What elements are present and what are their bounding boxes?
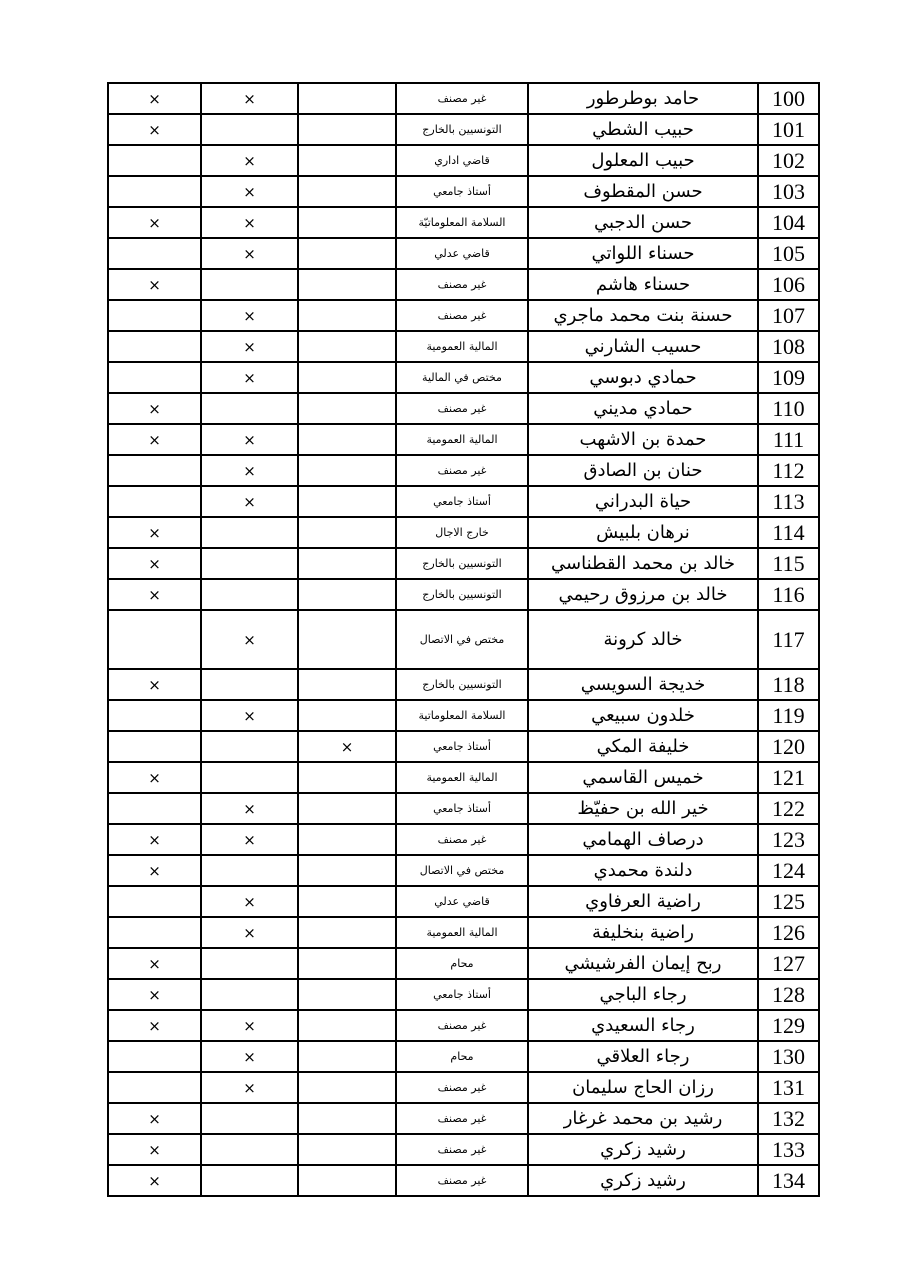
mark-cell: × [108, 207, 201, 238]
mark-cell: × [201, 886, 298, 917]
table-row [108, 1041, 819, 1072]
name-cell: حسيب الشارني [528, 331, 758, 362]
mark-cell: × [201, 917, 298, 948]
mark-cell: × [201, 1010, 298, 1041]
mark-cell [108, 145, 201, 176]
category-cell: غير مصنف [396, 1010, 528, 1041]
table-row [108, 269, 819, 300]
mark-cell [201, 731, 298, 762]
table-row [108, 1165, 819, 1196]
mark-cell: × [201, 300, 298, 331]
mark-cell [298, 362, 396, 393]
mark-cell [298, 855, 396, 886]
mark-cell [201, 948, 298, 979]
name-cell: درصاف الهمامي [528, 824, 758, 855]
table-row [108, 700, 819, 731]
mark-cell: × [108, 114, 201, 145]
number-cell: 102 [758, 145, 819, 176]
number-cell: 120 [758, 731, 819, 762]
category-cell: أستاذ جامعي [396, 793, 528, 824]
category-cell: السلامة المعلوماتيّة [396, 207, 528, 238]
table-row [108, 300, 819, 331]
mark-cell [298, 548, 396, 579]
mark-cell [108, 886, 201, 917]
name-cell: راضية بنخليفة [528, 917, 758, 948]
number-cell: 103 [758, 176, 819, 207]
number-cell: 122 [758, 793, 819, 824]
mark-cell [298, 917, 396, 948]
mark-cell: × [108, 393, 201, 424]
table-row [108, 1103, 819, 1134]
mark-cell [298, 176, 396, 207]
table-row [108, 824, 819, 855]
table-row [108, 83, 819, 114]
mark-cell [201, 579, 298, 610]
table-row [108, 424, 819, 455]
name-cell: حبيب الشطي [528, 114, 758, 145]
mark-cell [298, 1165, 396, 1196]
mark-cell: × [201, 145, 298, 176]
name-cell: دلندة محمدي [528, 855, 758, 886]
mark-cell [298, 579, 396, 610]
mark-cell: × [108, 1134, 201, 1165]
mark-cell [298, 331, 396, 362]
mark-cell: × [108, 579, 201, 610]
number-cell: 112 [758, 455, 819, 486]
category-cell: مختص في الاتصال [396, 855, 528, 886]
mark-cell [201, 762, 298, 793]
mark-cell [108, 455, 201, 486]
category-cell: التونسيين بالخارج [396, 669, 528, 700]
number-cell: 128 [758, 979, 819, 1010]
name-cell: حمدة بن الاشهب [528, 424, 758, 455]
table-row [108, 238, 819, 269]
name-cell: خميس القاسمي [528, 762, 758, 793]
name-cell: ربح إيمان الفرشيشي [528, 948, 758, 979]
mark-cell [298, 1041, 396, 1072]
mark-cell [108, 1041, 201, 1072]
category-cell: أستاذ جامعي [396, 176, 528, 207]
mark-cell: × [108, 1103, 201, 1134]
mark-cell [201, 1165, 298, 1196]
number-cell: 114 [758, 517, 819, 548]
name-cell: حسناء اللواتي [528, 238, 758, 269]
mark-cell: × [201, 207, 298, 238]
mark-cell: × [108, 855, 201, 886]
category-cell: غير مصنف [396, 1072, 528, 1103]
table-row [108, 917, 819, 948]
table-row [108, 855, 819, 886]
mark-cell [298, 979, 396, 1010]
name-cell: خالد بن مرزوق رحيمي [528, 579, 758, 610]
mark-cell [298, 269, 396, 300]
number-cell: 107 [758, 300, 819, 331]
table-row [108, 548, 819, 579]
category-cell: السلامة المعلوماتية [396, 700, 528, 731]
number-cell: 132 [758, 1103, 819, 1134]
category-cell: خارج الاجال [396, 517, 528, 548]
category-cell: غير مصنف [396, 1165, 528, 1196]
mark-cell: × [201, 486, 298, 517]
table-row [108, 1134, 819, 1165]
name-cell: رجاء السعيدي [528, 1010, 758, 1041]
mark-cell: × [201, 1072, 298, 1103]
category-cell: المالية العمومية [396, 917, 528, 948]
mark-cell [298, 1072, 396, 1103]
mark-cell: × [108, 762, 201, 793]
mark-cell [298, 83, 396, 114]
number-cell: 131 [758, 1072, 819, 1103]
table-row [108, 948, 819, 979]
mark-cell [298, 114, 396, 145]
number-cell: 115 [758, 548, 819, 579]
mark-cell [298, 207, 396, 238]
table-body [108, 83, 819, 1196]
name-cell: خالد بن محمد القطناسي [528, 548, 758, 579]
table-row [108, 762, 819, 793]
name-cell: خلدون سبيعي [528, 700, 758, 731]
name-cell: حسن المقطوف [528, 176, 758, 207]
mark-cell: × [201, 83, 298, 114]
name-cell: رشيد زكري [528, 1134, 758, 1165]
mark-cell [201, 979, 298, 1010]
category-cell: محام [396, 948, 528, 979]
mark-cell [201, 114, 298, 145]
table-row [108, 669, 819, 700]
mark-cell: × [108, 269, 201, 300]
table-row [108, 114, 819, 145]
category-cell: المالية العمومية [396, 331, 528, 362]
number-cell: 121 [758, 762, 819, 793]
number-cell: 106 [758, 269, 819, 300]
mark-cell [108, 917, 201, 948]
category-cell: المالية العمومية [396, 424, 528, 455]
name-cell: خليفة المكي [528, 731, 758, 762]
number-cell: 127 [758, 948, 819, 979]
mark-cell: × [201, 610, 298, 669]
category-cell: المالية العمومية [396, 762, 528, 793]
category-cell: غير مصنف [396, 1103, 528, 1134]
name-cell: رجاء العلاقي [528, 1041, 758, 1072]
name-cell: رجاء الباجي [528, 979, 758, 1010]
category-cell: أستاذ جامعي [396, 979, 528, 1010]
name-cell: نرهان بلبيش [528, 517, 758, 548]
mark-cell [298, 1010, 396, 1041]
mark-cell: × [201, 824, 298, 855]
name-cell: رشيد زكري [528, 1165, 758, 1196]
table-row [108, 1072, 819, 1103]
category-cell: غير مصنف [396, 83, 528, 114]
mark-cell [108, 362, 201, 393]
name-cell: خالد كرونة [528, 610, 758, 669]
table-row [108, 362, 819, 393]
category-cell: غير مصنف [396, 455, 528, 486]
mark-cell [201, 517, 298, 548]
mark-cell [298, 486, 396, 517]
number-cell: 129 [758, 1010, 819, 1041]
name-cell: حسن الدجبي [528, 207, 758, 238]
table-row [108, 579, 819, 610]
mark-cell [298, 762, 396, 793]
category-cell: غير مصنف [396, 300, 528, 331]
number-cell: 109 [758, 362, 819, 393]
mark-cell: × [201, 362, 298, 393]
name-cell: حمادي دبوسي [528, 362, 758, 393]
number-cell: 101 [758, 114, 819, 145]
category-cell: مختص في الاتصال [396, 610, 528, 669]
category-cell: غير مصنف [396, 1134, 528, 1165]
mark-cell [201, 393, 298, 424]
candidates-table [107, 82, 820, 1197]
mark-cell [298, 238, 396, 269]
table-row [108, 886, 819, 917]
mark-cell [298, 669, 396, 700]
table-row [108, 455, 819, 486]
mark-cell [108, 300, 201, 331]
name-cell: حامد بوطرطور [528, 83, 758, 114]
mark-cell [108, 700, 201, 731]
mark-cell: × [108, 424, 201, 455]
table-row [108, 331, 819, 362]
mark-cell [298, 886, 396, 917]
mark-cell [298, 700, 396, 731]
mark-cell [201, 548, 298, 579]
number-cell: 111 [758, 424, 819, 455]
category-cell: أستاذ جامعي [396, 486, 528, 517]
mark-cell [108, 1072, 201, 1103]
number-cell: 100 [758, 83, 819, 114]
table-row [108, 176, 819, 207]
name-cell: خير الله بن حفيّظ [528, 793, 758, 824]
number-cell: 117 [758, 610, 819, 669]
number-cell: 124 [758, 855, 819, 886]
category-cell: مختص في المالية [396, 362, 528, 393]
mark-cell [201, 269, 298, 300]
table-row [108, 393, 819, 424]
number-cell: 113 [758, 486, 819, 517]
mark-cell: × [298, 731, 396, 762]
mark-cell [298, 1134, 396, 1165]
table-row [108, 1010, 819, 1041]
category-cell: قاضي عدلي [396, 238, 528, 269]
table-row [108, 486, 819, 517]
table-row [108, 207, 819, 238]
mark-cell: × [108, 669, 201, 700]
mark-cell [298, 393, 396, 424]
number-cell: 125 [758, 886, 819, 917]
name-cell: حسنة بنت محمد ماجري [528, 300, 758, 331]
mark-cell: × [201, 238, 298, 269]
mark-cell [298, 424, 396, 455]
mark-cell [108, 731, 201, 762]
mark-cell: × [201, 176, 298, 207]
mark-cell: × [201, 455, 298, 486]
mark-cell: × [201, 331, 298, 362]
name-cell: حمادي مديني [528, 393, 758, 424]
category-cell: التونسيين بالخارج [396, 114, 528, 145]
name-cell: حنان بن الصادق [528, 455, 758, 486]
number-cell: 105 [758, 238, 819, 269]
name-cell: رزان الحاج سليمان [528, 1072, 758, 1103]
mark-cell [298, 1103, 396, 1134]
table-row [108, 610, 819, 669]
table-row [108, 979, 819, 1010]
name-cell: خديجة السويسي [528, 669, 758, 700]
mark-cell [108, 793, 201, 824]
category-cell: قاضي اداري [396, 145, 528, 176]
number-cell: 118 [758, 669, 819, 700]
mark-cell [201, 1103, 298, 1134]
mark-cell: × [108, 548, 201, 579]
mark-cell: × [108, 824, 201, 855]
mark-cell [201, 855, 298, 886]
number-cell: 133 [758, 1134, 819, 1165]
mark-cell: × [201, 1041, 298, 1072]
category-cell: غير مصنف [396, 393, 528, 424]
number-cell: 108 [758, 331, 819, 362]
mark-cell [298, 824, 396, 855]
category-cell: أستاذ جامعي [396, 731, 528, 762]
name-cell: حياة البدراني [528, 486, 758, 517]
mark-cell [108, 238, 201, 269]
mark-cell [201, 669, 298, 700]
category-cell: غير مصنف [396, 269, 528, 300]
number-cell: 134 [758, 1165, 819, 1196]
mark-cell: × [201, 424, 298, 455]
mark-cell: × [108, 948, 201, 979]
number-cell: 119 [758, 700, 819, 731]
table-row [108, 793, 819, 824]
category-cell: محام [396, 1041, 528, 1072]
mark-cell [298, 610, 396, 669]
mark-cell: × [108, 83, 201, 114]
mark-cell: × [108, 1010, 201, 1041]
table-row [108, 145, 819, 176]
mark-cell [298, 793, 396, 824]
mark-cell: × [201, 700, 298, 731]
mark-cell [201, 1134, 298, 1165]
category-cell: التونسيين بالخارج [396, 548, 528, 579]
category-cell: غير مصنف [396, 824, 528, 855]
name-cell: راضية العرفاوي [528, 886, 758, 917]
mark-cell [298, 455, 396, 486]
mark-cell [108, 176, 201, 207]
table-row [108, 517, 819, 548]
number-cell: 116 [758, 579, 819, 610]
number-cell: 130 [758, 1041, 819, 1072]
mark-cell: × [108, 1165, 201, 1196]
category-cell: التونسيين بالخارج [396, 579, 528, 610]
mark-cell [108, 486, 201, 517]
name-cell: حسناء هاشم [528, 269, 758, 300]
name-cell: رشيد بن محمد غرغار [528, 1103, 758, 1134]
mark-cell: × [108, 979, 201, 1010]
mark-cell [298, 300, 396, 331]
name-cell: حبيب المعلول [528, 145, 758, 176]
mark-cell [298, 517, 396, 548]
number-cell: 123 [758, 824, 819, 855]
mark-cell [298, 948, 396, 979]
mark-cell: × [201, 793, 298, 824]
mark-cell: × [108, 517, 201, 548]
number-cell: 126 [758, 917, 819, 948]
category-cell: قاضي عدلي [396, 886, 528, 917]
mark-cell [108, 331, 201, 362]
table-row [108, 731, 819, 762]
mark-cell [298, 145, 396, 176]
number-cell: 104 [758, 207, 819, 238]
mark-cell [108, 610, 201, 669]
number-cell: 110 [758, 393, 819, 424]
